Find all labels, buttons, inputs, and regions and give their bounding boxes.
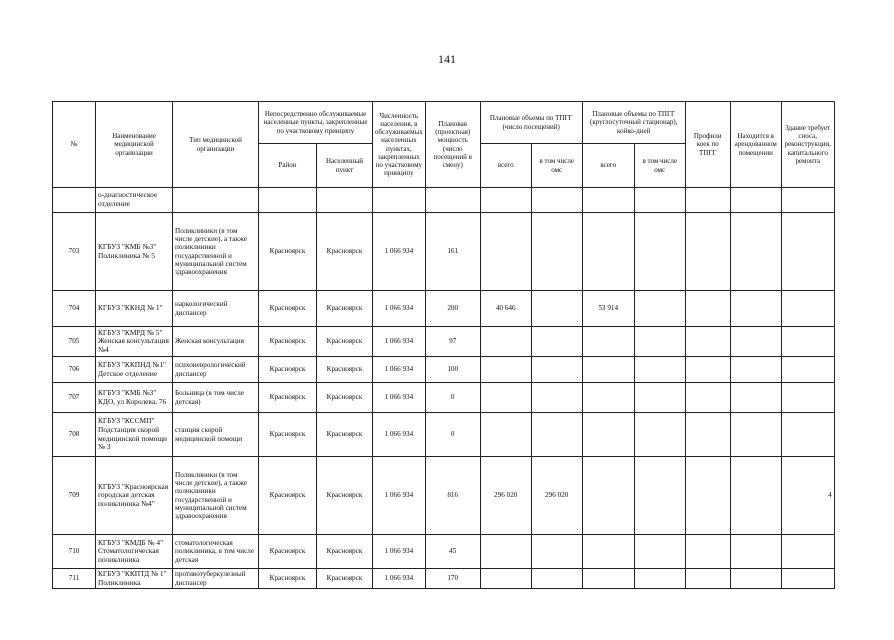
visits-oms-cell: 296 020	[531, 457, 582, 535]
visits-oms-cell	[531, 291, 582, 327]
visits-total-cell	[480, 327, 531, 357]
row-num-cell: 703	[53, 213, 96, 291]
beds-oms-cell	[634, 413, 685, 457]
visits-oms-cell	[531, 357, 582, 383]
population-cell: 1 066 934	[373, 569, 426, 589]
rented-cell	[730, 457, 781, 535]
district-cell: Красноярск	[259, 535, 317, 569]
bed-profiles-cell	[685, 457, 730, 535]
org-type-cell: Больница (в том числе детская)	[173, 383, 259, 413]
rented-cell	[730, 291, 781, 327]
building-cell	[781, 357, 834, 383]
bed-profiles-cell	[685, 213, 730, 291]
building-cell: 4	[781, 457, 834, 535]
beds-oms-cell	[634, 535, 685, 569]
building-cell	[781, 535, 834, 569]
capacity-cell: 170	[425, 569, 480, 589]
table-row	[53, 457, 835, 535]
header-org-name: Наименование медицинской организации	[96, 102, 173, 188]
row-num-cell: 709	[53, 457, 96, 535]
beds-oms-cell	[634, 383, 685, 413]
settlement-cell: Красноярск	[317, 569, 373, 589]
settlement-cell: Красноярск	[317, 213, 373, 291]
bed-profiles-cell	[685, 357, 730, 383]
table-row	[53, 383, 835, 413]
org-type-cell: станция скорой медицинской помощи	[173, 413, 259, 457]
org-type-cell: Поликлиники (в том числе детские), а также поликлиники государственной и муниципальной систем здравоохранения	[173, 213, 259, 291]
district-cell: Красноярск	[259, 413, 317, 457]
population-cell: 1 066 934	[373, 457, 426, 535]
header-tpgg-visits: Плановые объемы по ТПГГ (число посещений)	[480, 102, 582, 144]
org-type-cell: Женская консультация	[173, 327, 259, 357]
rented-cell	[730, 357, 781, 383]
settlement-cell: Красноярск	[317, 457, 373, 535]
header-settlement: Населенный пункт	[317, 144, 373, 188]
settlement-cell: Красноярск	[317, 413, 373, 457]
org-name-cell: КГБУЗ "КССМП" Подстанция скорой медицинской помощи № 3	[96, 413, 173, 457]
district-cell: Красноярск	[259, 357, 317, 383]
settlement-cell: Красноярск	[317, 327, 373, 357]
header-rented: Находится в арендованном помещении	[730, 102, 781, 188]
district-cell: Красноярск	[259, 291, 317, 327]
beds-total-cell	[582, 569, 634, 589]
visits-total-cell	[480, 569, 531, 589]
beds-total-cell	[582, 357, 634, 383]
rented-cell	[730, 327, 781, 357]
org-type-cell: психоневрологический диспансер	[173, 357, 259, 383]
visits-total-cell	[480, 213, 531, 291]
visits-oms-cell	[531, 327, 582, 357]
district-cell: Красноярск	[259, 569, 317, 589]
org-name-cell: КГБУЗ "КМБ №3" Поликлиника № 5	[96, 213, 173, 291]
table-row	[53, 291, 835, 327]
visits-oms-cell	[531, 569, 582, 589]
header-beds-oms: в том числе омс	[634, 144, 685, 188]
district-cell: Красноярск	[259, 327, 317, 357]
population-cell: 1 066 934	[373, 327, 426, 357]
table-row	[53, 569, 835, 589]
table-row	[53, 357, 835, 383]
population-cell: 1 066 934	[373, 535, 426, 569]
population-cell: 1 066 934	[373, 291, 426, 327]
beds-oms-cell	[634, 569, 685, 589]
beds-oms-cell	[634, 213, 685, 291]
building-cell	[781, 413, 834, 457]
building-cell	[781, 327, 834, 357]
district-cell: Красноярск	[259, 383, 317, 413]
header-population: Численность населения, в обслуживаемых населенных пунктах, закрепленных по участковому принципу	[373, 102, 426, 188]
rented-cell	[730, 535, 781, 569]
org-name-cell: КГБУЗ "КМБ №3" КДО, ул Королева, 76	[96, 383, 173, 413]
visits-total-cell	[480, 357, 531, 383]
bed-profiles-cell	[685, 413, 730, 457]
header-district: Район	[259, 144, 317, 188]
population-cell: 1 066 934	[373, 413, 426, 457]
row-num-cell: 710	[53, 535, 96, 569]
org-name-cell: КГБУЗ "Красноярская городская детская поликлиника №4"	[96, 457, 173, 535]
population-cell: 1 066 934	[373, 213, 426, 291]
building-cell	[781, 569, 834, 589]
population-cell: 1 066 934	[373, 383, 426, 413]
capacity-cell: 161	[425, 213, 480, 291]
visits-oms-cell	[531, 535, 582, 569]
capacity-cell: 816	[425, 457, 480, 535]
row-num-cell: 706	[53, 357, 96, 383]
row-num-cell: 708	[53, 413, 96, 457]
settlement-cell: Красноярск	[317, 383, 373, 413]
building-cell	[781, 383, 834, 413]
beds-oms-cell	[634, 291, 685, 327]
settlement-cell: Красноярск	[317, 291, 373, 327]
header-num: №	[53, 102, 96, 188]
row-num-cell: 705	[53, 327, 96, 357]
visits-total-cell: 296 020	[480, 457, 531, 535]
table-row	[53, 327, 835, 357]
bed-profiles-cell	[685, 291, 730, 327]
visits-oms-cell	[531, 213, 582, 291]
rented-cell	[730, 413, 781, 457]
header-visits-oms: в том числе омс	[531, 144, 582, 188]
org-type-cell: противотуберкулезный диспансер	[173, 569, 259, 589]
population-cell: 1 066 934	[373, 357, 426, 383]
beds-oms-cell	[634, 327, 685, 357]
header-org-type: Тип медицинской организации	[173, 102, 259, 188]
org-type-cell: Поликлиники (в том числе детские), а также поликлиники государственной и муниципальной систем здравоохранения	[173, 457, 259, 535]
org-type-cell: стоматологическая поликлиника, в том числе детская	[173, 535, 259, 569]
header-bed-profiles: Профили коек по ТПГГ	[685, 102, 730, 188]
building-cell	[781, 291, 834, 327]
table-row	[53, 213, 835, 291]
district-cell: Красноярск	[259, 457, 317, 535]
capacity-cell: 0	[425, 383, 480, 413]
beds-oms-cell	[634, 357, 685, 383]
bed-profiles-cell	[685, 535, 730, 569]
visits-oms-cell	[531, 413, 582, 457]
rented-cell	[730, 569, 781, 589]
table-row	[53, 413, 835, 457]
carryover-row	[53, 188, 835, 213]
org-name-cell: КГБУЗ "КМРД № 5" Женская консультация №4	[96, 327, 173, 357]
page-number: 141	[438, 52, 456, 66]
header-capacity: Плановая (проектная) мощность (число посещений в смену)	[425, 102, 480, 188]
visits-total-cell	[480, 383, 531, 413]
org-type-cell: наркологический диспансер	[173, 291, 259, 327]
visits-total-cell	[480, 413, 531, 457]
org-name-cell: КГБУЗ "ККПНД №1" Детское отделение	[96, 357, 173, 383]
capacity-cell: 0	[425, 413, 480, 457]
org-name-cell: КГБУЗ "ККНД № 1"	[96, 291, 173, 327]
bed-profiles-cell	[685, 569, 730, 589]
capacity-cell: 200	[425, 291, 480, 327]
table-row	[53, 535, 835, 569]
beds-total-cell	[582, 413, 634, 457]
capacity-cell: 45	[425, 535, 480, 569]
bed-profiles-cell	[685, 383, 730, 413]
settlement-cell: Красноярск	[317, 535, 373, 569]
beds-total-cell	[582, 457, 634, 535]
district-cell: Красноярск	[259, 213, 317, 291]
settlement-cell: Красноярск	[317, 357, 373, 383]
header-beds-total: всего	[582, 144, 634, 188]
rented-cell	[730, 383, 781, 413]
beds-total-cell	[582, 535, 634, 569]
row-num-cell: 707	[53, 383, 96, 413]
building-cell	[781, 213, 834, 291]
header-served-group: Непосредственно обслуживаемые населенные пункты, закрепленные по участковому принципу	[259, 102, 373, 144]
capacity-cell: 97	[425, 327, 480, 357]
rented-cell	[730, 213, 781, 291]
visits-total-cell	[480, 535, 531, 569]
beds-total-cell	[582, 383, 634, 413]
org-name-cell: КГБУЗ "ККПТД № 1" Поликлиника	[96, 569, 173, 589]
org-name-cell: КГБУЗ "КМДБ № 4" Стоматологическая поликлиника	[96, 535, 173, 569]
row-num-cell: 711	[53, 569, 96, 589]
beds-total-cell: 53 914	[582, 291, 634, 327]
header-tpgg-beds: Плановые объемы по ТПГГ (круглосуточный стационар), койко-дней	[582, 102, 685, 144]
facilities-table	[52, 101, 835, 589]
bed-profiles-cell	[685, 327, 730, 357]
capacity-cell: 100	[425, 357, 480, 383]
row-num-cell: 704	[53, 291, 96, 327]
carryover-text: о-диагностическое отделение	[96, 188, 173, 213]
visits-total-cell: 40 646	[480, 291, 531, 327]
header-visits-total: всего	[480, 144, 531, 188]
beds-total-cell	[582, 327, 634, 357]
beds-total-cell	[582, 213, 634, 291]
beds-oms-cell	[634, 457, 685, 535]
visits-oms-cell	[531, 383, 582, 413]
header-building: Здание требует сноса, реконструкции, капитального ремонта	[781, 102, 834, 188]
